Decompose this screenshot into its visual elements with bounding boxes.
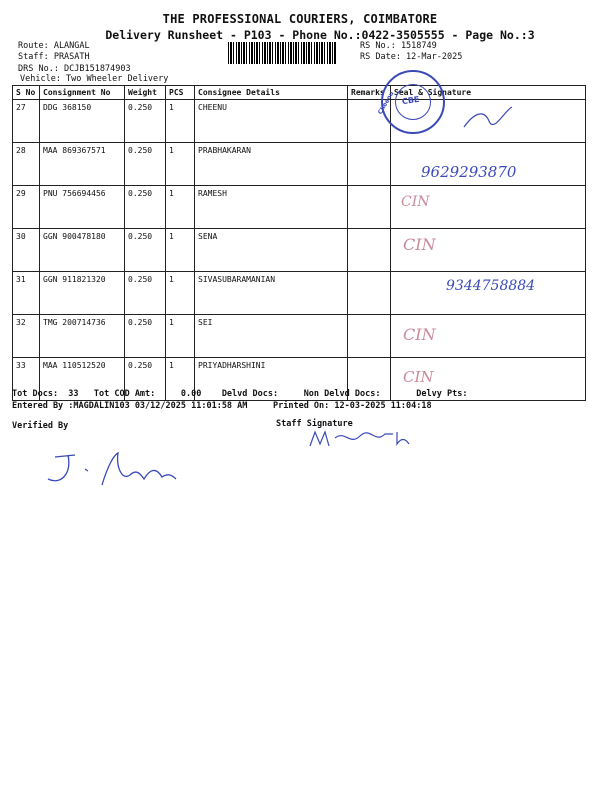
vehicle-label: Vehicle: Two Wheeler Delivery — [20, 74, 169, 84]
cell-weight: 0.250 — [125, 315, 166, 358]
cell-consignee: PRIYADHARSHINI — [195, 358, 348, 401]
signature-phone: 9629293870 — [421, 163, 517, 181]
cell-consignee: SIVASUBARAMANIAN — [195, 272, 348, 315]
runsheet-heading: Delivery Runsheet - P103 - Phone No.:0422-3505555 - Page No.:3 — [105, 28, 535, 42]
cell-consignment: TMG 200714736 — [40, 315, 125, 358]
cell-consignee: SENA — [195, 229, 348, 272]
company-title: THE PROFESSIONAL COURIERS, COIMBATORE — [162, 12, 438, 26]
cell-consignee: PRABHAKARAN — [195, 143, 348, 186]
cell-signature — [391, 143, 586, 186]
cell-consignee: CHEENU — [195, 100, 348, 143]
cell-consignment: GGN 900478180 — [40, 229, 125, 272]
totals-line: Tot Docs: 33 Tot COD Amt: 0.00 Delvd Docs: Non Delvd Docs: Delvy Pts: — [12, 389, 468, 399]
cell-sno: 28 — [13, 143, 40, 186]
entered-line: Entered By :MAGDALIN103 03/12/2025 11:01:58 AM Printed On: 12-03-2025 11:04:18 — [12, 401, 432, 411]
route-label: Route: ALANGAL — [18, 41, 90, 51]
cell-consignment: GGN 911821320 — [40, 272, 125, 315]
cell-consignment: DDG 368150 — [40, 100, 125, 143]
col-remarks: Remarks — [348, 86, 391, 100]
table-header-row — [13, 86, 586, 100]
cell-pcs: 1 — [166, 229, 195, 272]
table-row — [13, 272, 586, 315]
staff-signature-scribble — [305, 428, 415, 450]
signature-cin: CIN — [403, 325, 436, 344]
cell-sno: 31 — [13, 272, 40, 315]
signature-cin: CIN — [403, 235, 436, 254]
cell-remarks — [348, 229, 391, 272]
col-consignment: Consignment No — [40, 86, 125, 100]
col-weight: Weight — [125, 86, 166, 100]
cell-remarks — [348, 315, 391, 358]
cell-pcs: 1 — [166, 358, 195, 401]
cell-sno: 29 — [13, 186, 40, 229]
cell-weight: 0.250 — [125, 143, 166, 186]
cell-sno: 30 — [13, 229, 40, 272]
cell-pcs: 1 — [166, 315, 195, 358]
rs-date: RS Date: 12-Mar-2025 — [360, 52, 463, 62]
table-row — [13, 143, 586, 186]
table-row — [13, 315, 586, 358]
cell-pcs: 1 — [166, 143, 195, 186]
cell-sno: 32 — [13, 315, 40, 358]
table-row — [13, 100, 586, 143]
cell-consignment: MAA 869367571 — [40, 143, 125, 186]
cell-weight: 0.250 — [125, 358, 166, 401]
staff-label: Staff: PRASATH — [18, 52, 90, 62]
col-signature: Seal & Signature — [391, 86, 586, 100]
cell-consignee: SEI — [195, 315, 348, 358]
cell-weight: 0.250 — [125, 100, 166, 143]
cell-weight: 0.250 — [125, 229, 166, 272]
cell-pcs: 1 — [166, 100, 195, 143]
barcode — [228, 42, 336, 64]
verifier-signature-scribble — [30, 445, 190, 495]
cell-signature — [391, 229, 586, 272]
col-pcs: PCS — [166, 86, 195, 100]
courier-stamp — [376, 70, 445, 134]
stamp-inner-ring — [395, 84, 431, 120]
stamp-ring-text: Cheenu — [376, 90, 396, 116]
cell-consignment: MAA 110512520 — [40, 358, 125, 401]
cell-signature — [391, 315, 586, 358]
stamp-text: CBE — [401, 94, 420, 107]
cell-weight: 0.250 — [125, 186, 166, 229]
table-row — [13, 186, 586, 229]
signature-phone: 9344758884 — [446, 278, 536, 294]
cell-signature — [391, 186, 586, 229]
cell-sno: 33 — [13, 358, 40, 401]
signature-cin: CIN — [403, 368, 434, 386]
rs-number: RS No.: 1518749 — [360, 41, 437, 51]
cell-pcs: 1 — [166, 272, 195, 315]
cell-sno: 27 — [13, 100, 40, 143]
col-consignee: Consignee Details — [195, 86, 348, 100]
cell-pcs: 1 — [166, 186, 195, 229]
col-sno: S No — [13, 86, 40, 100]
cell-consignment: PNU 756694456 — [40, 186, 125, 229]
runsheet-table — [12, 85, 586, 401]
cell-remarks — [348, 186, 391, 229]
verified-by-label: Verified By — [12, 421, 69, 431]
signature-cin: CIN — [401, 194, 430, 210]
drs-number: DRS No.: DCJB151874903 — [18, 64, 131, 74]
table-row — [13, 229, 586, 272]
cell-signature — [391, 272, 586, 315]
cell-weight: 0.250 — [125, 272, 166, 315]
cell-consignee: RAMESH — [195, 186, 348, 229]
cell-remarks — [348, 143, 391, 186]
cell-remarks — [348, 272, 391, 315]
staff-signature-label: Staff Signature — [276, 419, 353, 429]
